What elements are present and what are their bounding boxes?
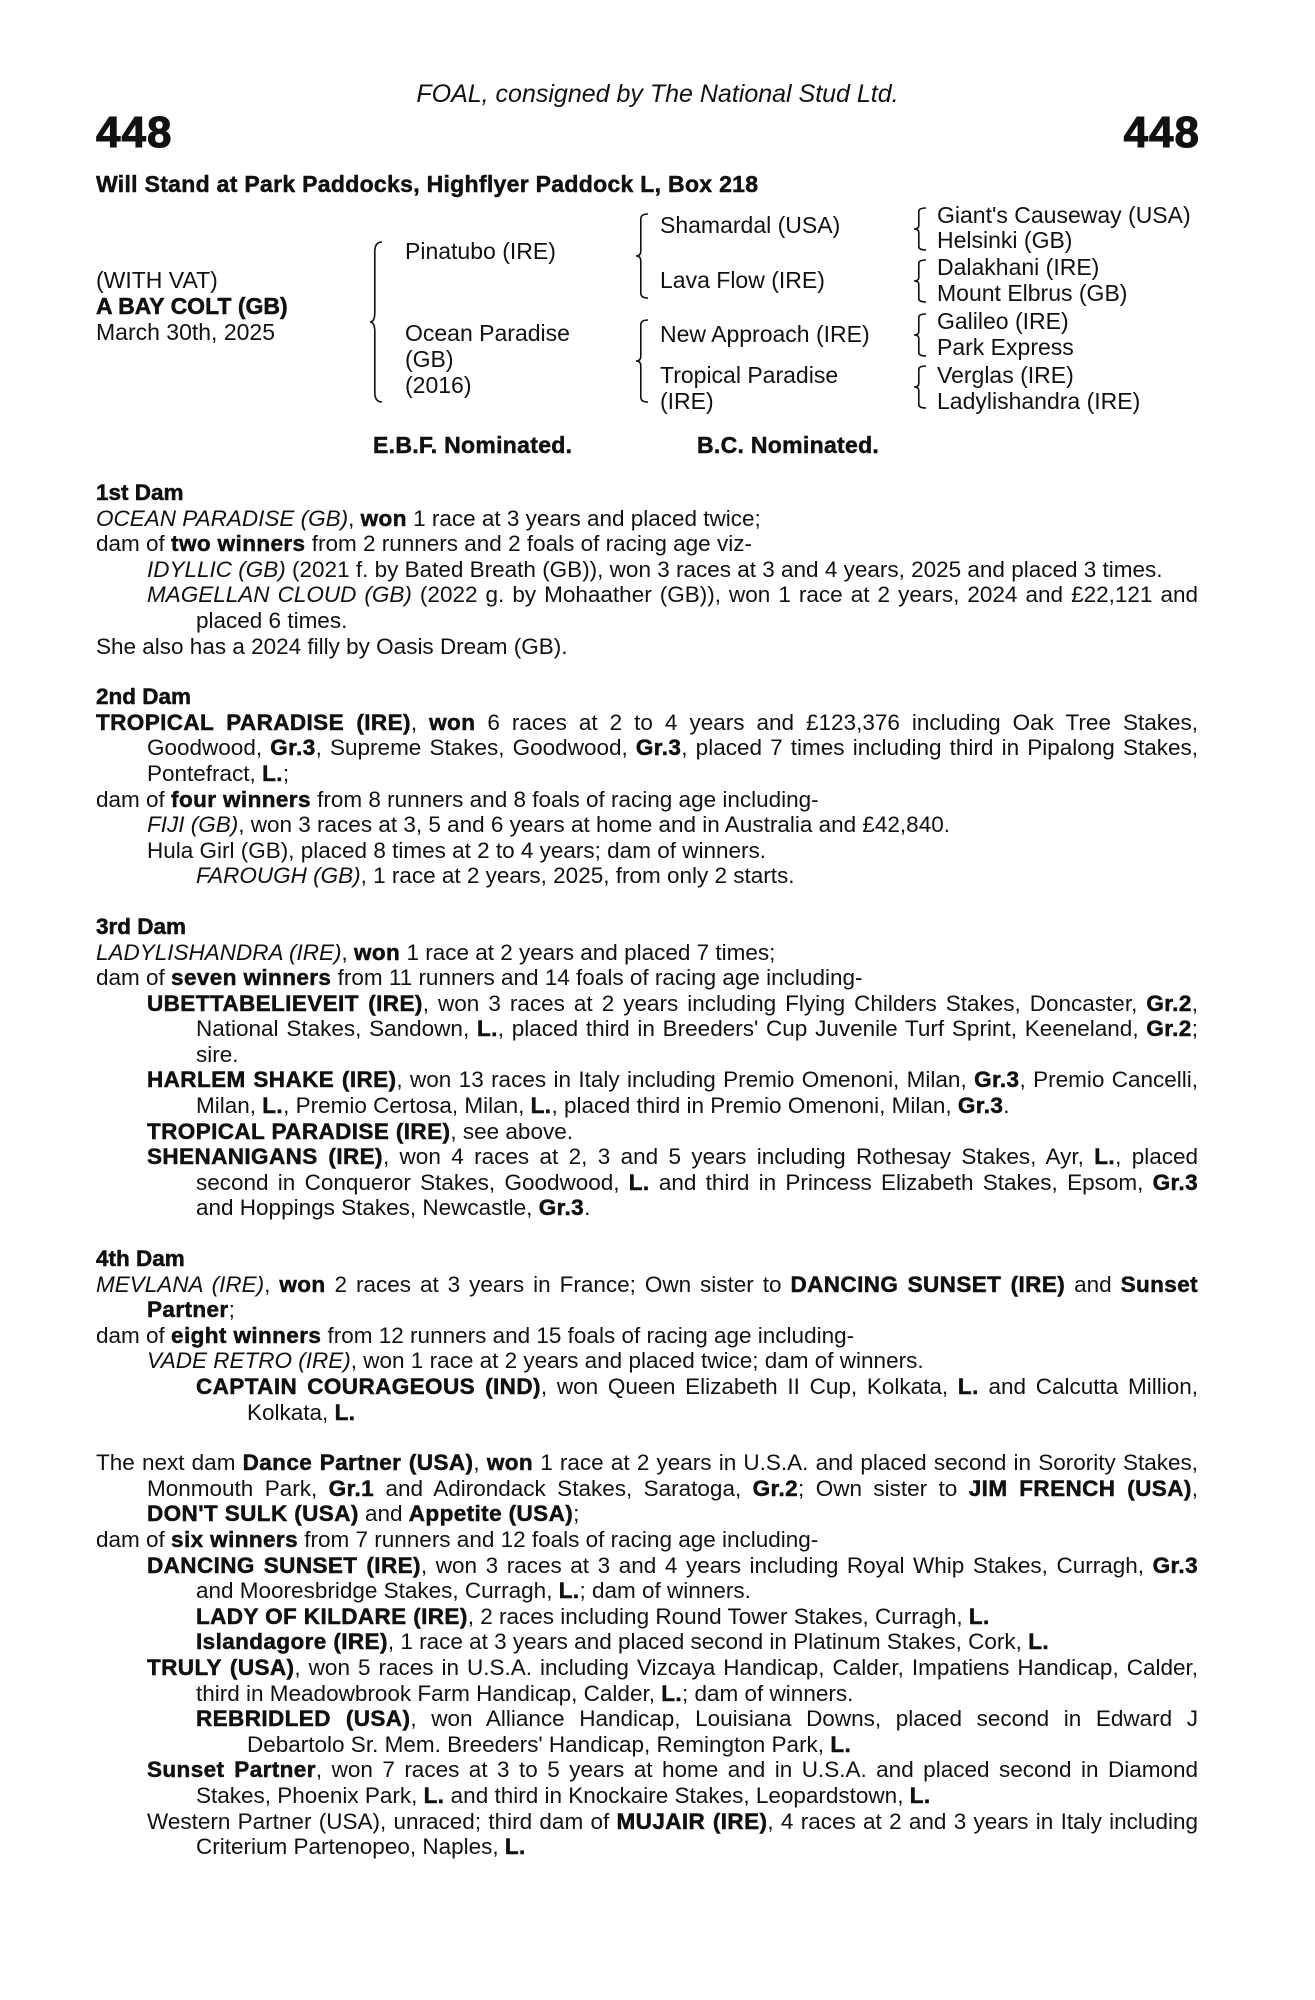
pedigree-entry xyxy=(96,1374,1198,1425)
dam-line-2: (GB) xyxy=(405,346,454,372)
bold-text: Islandagore (IRE) xyxy=(196,1629,388,1655)
bold-text: UBETTABELIEVEIT (IRE) xyxy=(147,990,423,1016)
bold-text: Gr.3 xyxy=(538,1195,585,1221)
text: ; xyxy=(282,760,290,786)
bold-text: L. xyxy=(504,1834,526,1860)
pedigree-entry xyxy=(96,1629,1198,1655)
pedigree-entry xyxy=(96,531,1198,557)
bold-text: L. xyxy=(830,1731,852,1757)
text: , see above. xyxy=(450,1118,573,1144)
pedigree-entry xyxy=(96,1119,1198,1145)
text: , xyxy=(341,939,354,965)
bold-text: REBRIDLED (USA) xyxy=(196,1706,411,1732)
text: 1 race at 3 years and placed twice; xyxy=(406,505,761,531)
text: , 1 race at 2 years, 2025, from only 2 starts. xyxy=(360,863,795,889)
text: Western Partner (USA), unraced; third dam of xyxy=(147,1808,617,1834)
sire-dam: Lava Flow (IRE) xyxy=(660,267,825,293)
lot-number-left: 448 xyxy=(96,108,173,157)
text: , placed 7 times including third in Pipalong Stakes, Pontefract, xyxy=(147,735,1198,786)
text: ; sire. xyxy=(196,1016,1198,1067)
vat-note: (WITH VAT) xyxy=(96,267,218,293)
text: . xyxy=(1003,1093,1010,1119)
pedigree-entry xyxy=(96,1450,1198,1527)
pedigree-entry xyxy=(96,582,1198,633)
pedigree-entry xyxy=(96,1323,1198,1349)
text: ; xyxy=(228,1297,235,1323)
bold-text: TROPICAL PARADISE (IRE) xyxy=(96,709,411,735)
italic-text: MAGELLAN CLOUD (GB) xyxy=(147,582,412,608)
pedigree-entry xyxy=(96,557,1198,583)
text: , Premio Certosa, Milan, xyxy=(283,1093,531,1119)
pedigree-entry xyxy=(96,812,1198,838)
pedigree-entry xyxy=(96,506,1198,532)
text: 1 race at 2 years and placed 7 times; xyxy=(400,939,776,965)
dam-dam-line-2: (IRE) xyxy=(660,388,714,414)
bold-text: Appetite (USA) xyxy=(408,1501,574,1527)
pedigree-entry xyxy=(96,863,1198,889)
brace-icon xyxy=(636,214,648,298)
pedigree-entry xyxy=(96,940,1198,966)
bold-text: JIM FRENCH (USA) xyxy=(968,1475,1192,1501)
text: dam of xyxy=(96,531,172,557)
pedigree-entry xyxy=(96,965,1198,991)
text: , won 13 races in Italy including Premio Omenoni, Milan, xyxy=(396,1067,975,1093)
italic-text: LADYLISHANDRA (IRE) xyxy=(96,939,342,965)
brace-icon xyxy=(914,208,926,250)
bold-text: LADY OF KILDARE (IRE) xyxy=(196,1603,468,1629)
text: , placed third in Breeders' Cup Juvenile Turf Sprint, Keeneland, xyxy=(497,1016,1147,1042)
italic-text: MEVLANA (IRE) xyxy=(96,1271,265,1297)
consignment-line: FOAL, consigned by The National Stud Ltd. xyxy=(416,80,899,108)
bold-text: won xyxy=(360,505,407,531)
text: dam of xyxy=(96,786,172,812)
text: from 7 runners and 12 foals of racing age including- xyxy=(298,1526,819,1552)
text: , xyxy=(410,709,430,735)
bold-text: Sunset Partner xyxy=(147,1757,316,1783)
text: , won 4 races at 2, 3 and 5 years including Rothesay Stakes, Ayr, xyxy=(382,1144,1095,1170)
bold-text: L. xyxy=(476,1016,498,1042)
pedigree-entry xyxy=(96,838,1198,864)
text: , National Stakes, Sandown, xyxy=(196,990,1199,1042)
pedigree-entry xyxy=(96,991,1198,1068)
text: dam of xyxy=(96,965,172,991)
text: , won 3 races at 3 and 4 years including Royal Whip Stakes, Curragh, xyxy=(420,1552,1153,1578)
text: , xyxy=(473,1450,487,1476)
bold-text: DON'T SULK (USA) xyxy=(147,1501,359,1527)
text: , Premio Cancelli, Milan, xyxy=(196,1067,1198,1119)
text: from 11 runners and 14 foals of racing age including- xyxy=(331,965,863,991)
text: , won 5 races in U.S.A. including Vizcaya Handicap, Calder, Impatiens Handicap, Calder, third in Meadowbrook Farm Handicap, Calder, xyxy=(196,1654,1198,1706)
stand-location: Will Stand at Park Paddocks, Highflyer Paddock L, Box 218 xyxy=(96,171,759,197)
text: and Calcutta Million, Kolkata, xyxy=(247,1374,1198,1425)
bold-text: four winners xyxy=(171,786,311,812)
gen3-5: Galileo (IRE) xyxy=(937,308,1069,334)
bold-text: two winners xyxy=(171,531,306,557)
foal-name: A BAY COLT (GB) xyxy=(96,293,288,319)
bold-text: TRULY (USA) xyxy=(147,1654,295,1680)
text: , xyxy=(348,505,361,531)
bold-text: L. xyxy=(262,760,283,786)
text: ; Own sister to xyxy=(798,1475,969,1501)
text: 6 races at 2 to 4 years and £123,376 including Oak Tree Stakes, Goodwood, xyxy=(147,709,1198,761)
pedigree-entry xyxy=(96,1655,1198,1706)
text: , won 1 race at 2 years and placed twice; dam of winners. xyxy=(350,1348,924,1374)
pedigree-entry xyxy=(96,634,1198,660)
pedigree-entry xyxy=(96,710,1198,787)
text: 1 race at 2 years in U.S.A. and placed second in Sorority Stakes, Monmouth Park, xyxy=(147,1450,1198,1501)
bold-text: MUJAIR (IRE) xyxy=(616,1808,768,1834)
bold-text: Gr.3 xyxy=(270,735,316,761)
bold-text: L. xyxy=(1094,1144,1116,1170)
italic-text: FIJI (GB) xyxy=(147,812,239,838)
pedigree-entry xyxy=(96,1272,1198,1323)
dam-line-3: (2016) xyxy=(405,372,472,398)
ebf-nomination: E.B.F. Nominated. xyxy=(373,432,573,458)
bold-text: DANCING SUNSET (IRE) xyxy=(790,1271,1066,1297)
section-heading: 1st Dam xyxy=(96,480,184,505)
bold-text: DANCING SUNSET (IRE) xyxy=(147,1552,421,1578)
dam-section xyxy=(96,1450,1198,1860)
pedigree-entry xyxy=(96,1067,1198,1118)
brace-icon xyxy=(914,366,926,408)
text: ; dam of winners. xyxy=(579,1578,751,1604)
text: Hula Girl (GB), placed 8 times at 2 to 4 years; dam of winners. xyxy=(147,837,766,863)
bold-text: L. xyxy=(262,1093,284,1119)
text: and Hoppings Stakes, Newcastle, xyxy=(196,1195,539,1221)
bold-text: Gr.3 xyxy=(1152,1552,1198,1578)
text: from 8 runners and 8 foals of racing age including- xyxy=(310,786,819,812)
dam-line-1: Ocean Paradise xyxy=(405,320,570,346)
bc-nomination: B.C. Nominated. xyxy=(697,432,880,458)
bold-text: won xyxy=(353,939,401,965)
bold-text: Sunset Partner xyxy=(147,1271,1199,1323)
bold-text: Gr.2 xyxy=(1146,1016,1192,1042)
text: , xyxy=(264,1271,280,1297)
gen3-1: Giant's Causeway (USA) xyxy=(937,202,1191,228)
bold-text: L. xyxy=(628,1169,650,1195)
pedigree-entry xyxy=(96,1144,1198,1221)
text: , 1 race at 3 years and placed second in Platinum Stakes, Cork, xyxy=(387,1629,1029,1655)
italic-text: IDYLLIC (GB) xyxy=(147,556,286,582)
bold-text: HARLEM SHAKE (IRE) xyxy=(147,1067,397,1093)
brace-icon xyxy=(914,260,926,302)
text: and xyxy=(1065,1271,1121,1297)
italic-text: OCEAN PARADISE (GB) xyxy=(96,505,349,531)
pedigree-entry xyxy=(96,1553,1198,1604)
bold-text: SHENANIGANS (IRE) xyxy=(147,1144,383,1170)
text: , placed third in Premio Omenoni, Milan, xyxy=(551,1093,958,1119)
bold-text: Gr.2 xyxy=(752,1475,799,1501)
dam-section xyxy=(96,914,1198,1221)
text: , placed second in Conqueror Stakes, Goodwood, xyxy=(196,1144,1198,1195)
section-heading: 2nd Dam xyxy=(96,684,192,710)
text: The next dam xyxy=(96,1450,243,1476)
text: , won 3 races at 2 years including Flying Childers Stakes, Doncaster, xyxy=(422,990,1147,1016)
foal-dob: March 30th, 2025 xyxy=(96,319,276,345)
catalogue-body xyxy=(96,480,1198,1885)
pedigree-entry xyxy=(96,1527,1198,1553)
text: ; dam of winners. xyxy=(682,1680,854,1706)
bold-text: L. xyxy=(334,1399,356,1425)
brace-icon xyxy=(370,242,382,402)
text: and xyxy=(358,1501,409,1527)
lot-number-right: 448 xyxy=(1123,108,1200,157)
text: , won 7 races at 3 to 5 years at home and in U.S.A. and placed second in Diamond Stakes, Phoenix Park, xyxy=(196,1757,1198,1808)
italic-text: VADE RETRO (IRE) xyxy=(147,1348,351,1374)
gen3-8: Ladylishandra (IRE) xyxy=(937,388,1141,414)
bold-text: L. xyxy=(423,1782,445,1808)
bold-text: L. xyxy=(530,1093,552,1119)
bold-text: L. xyxy=(909,1782,931,1808)
section-heading: 3rd Dam xyxy=(96,913,187,939)
pedigree-entry xyxy=(96,1706,1198,1757)
bold-text: won xyxy=(279,1271,326,1297)
pedigree-entry xyxy=(96,1348,1198,1374)
brace-icon xyxy=(914,314,926,356)
dam-section xyxy=(96,1246,1198,1425)
text: and third in Princess Elizabeth Stakes, Epsom, xyxy=(649,1169,1153,1195)
text: ; xyxy=(573,1501,580,1527)
sire-sire: Shamardal (USA) xyxy=(660,212,841,238)
dam-sire: New Approach (IRE) xyxy=(660,321,870,347)
pedigree-entry xyxy=(96,1757,1198,1808)
bold-text: L. xyxy=(968,1603,990,1629)
pedigree-entry xyxy=(96,1604,1198,1630)
bold-text: L. xyxy=(558,1578,580,1604)
bold-text: Gr.3 xyxy=(1152,1169,1198,1195)
pedigree-table xyxy=(0,202,1315,462)
bold-text: L. xyxy=(661,1680,683,1706)
text: She also has a 2024 filly by Oasis Dream (GB). xyxy=(96,633,568,659)
gen3-2: Helsinki (GB) xyxy=(937,227,1073,253)
bold-text: eight winners xyxy=(171,1322,322,1348)
bold-text: Dance Partner (USA) xyxy=(242,1450,474,1476)
text: and Mooresbridge Stakes, Curragh, xyxy=(196,1578,559,1604)
text: dam of xyxy=(96,1526,172,1552)
text: (2021 f. by Bated Breath (GB)), won 3 races at 3 and 4 years, 2025 and placed 3 times. xyxy=(285,556,1163,582)
gen3-6: Park Express xyxy=(937,334,1074,360)
text: and Adirondack Stakes, Saratoga, xyxy=(374,1475,753,1501)
text: (2022 g. by Mohaather (GB)), won 1 race at 2 years, 2024 and £22,121 and placed 6 times. xyxy=(196,582,1198,633)
text: , won Alliance Handicap, Louisiana Downs, placed second in Edward J Debartolo Sr. Mem. Breeders' Handicap, Remington Park, xyxy=(247,1706,1198,1757)
bold-text: L. xyxy=(957,1374,979,1399)
gen3-7: Verglas (IRE) xyxy=(937,362,1074,388)
text: dam of xyxy=(96,1322,172,1348)
text: . xyxy=(584,1195,591,1221)
text: , won 3 races at 3, 5 and 6 years at home and in Australia and £42,840. xyxy=(238,812,950,838)
text: , Supreme Stakes, Goodwood, xyxy=(315,735,636,761)
bold-text: won xyxy=(486,1450,534,1476)
gen3-4: Mount Elbrus (GB) xyxy=(937,280,1128,306)
pedigree-entry xyxy=(96,787,1198,813)
text: , 2 races including Round Tower Stakes, Curragh, xyxy=(467,1603,969,1629)
bold-text: Gr.3 xyxy=(635,735,682,761)
bold-text: six winners xyxy=(171,1526,298,1552)
bold-text: won xyxy=(429,709,476,735)
bold-text: Gr.3 xyxy=(957,1093,1004,1119)
bold-text: Gr.2 xyxy=(1146,990,1192,1016)
text: , xyxy=(1191,1475,1198,1501)
sire: Pinatubo (IRE) xyxy=(405,238,556,264)
bold-text: L. xyxy=(1028,1629,1049,1655)
bold-text: CAPTAIN COURAGEOUS (IND) xyxy=(196,1374,541,1399)
italic-text: FAROUGH (GB) xyxy=(196,863,361,889)
gen3-3: Dalakhani (IRE) xyxy=(937,254,1100,280)
bold-text: seven winners xyxy=(171,965,332,991)
text: , 4 races at 2 and 3 years in Italy including Criterium Partenopeo, Naples, xyxy=(196,1808,1198,1860)
section-heading: 4th Dam xyxy=(96,1246,185,1272)
brace-icon xyxy=(636,320,648,402)
bold-text: TROPICAL PARADISE (IRE) xyxy=(147,1118,451,1144)
text: 2 races at 3 years in France; Own sister to xyxy=(325,1271,791,1297)
text: from 2 runners and 2 foals of racing age viz- xyxy=(305,531,752,557)
bold-text: Gr.3 xyxy=(974,1067,1020,1093)
text: and third in Knockaire Stakes, Leopardstown, xyxy=(444,1782,910,1808)
dam-section xyxy=(96,684,1198,889)
bold-text: Gr.1 xyxy=(328,1475,375,1501)
pedigree-entry xyxy=(96,1809,1198,1860)
text: , won Queen Elizabeth II Cup, Kolkata, xyxy=(540,1374,958,1399)
dam-section xyxy=(96,480,1198,659)
dam-dam-line-1: Tropical Paradise xyxy=(660,362,839,388)
text: from 12 runners and 15 foals of racing age including- xyxy=(321,1322,855,1348)
